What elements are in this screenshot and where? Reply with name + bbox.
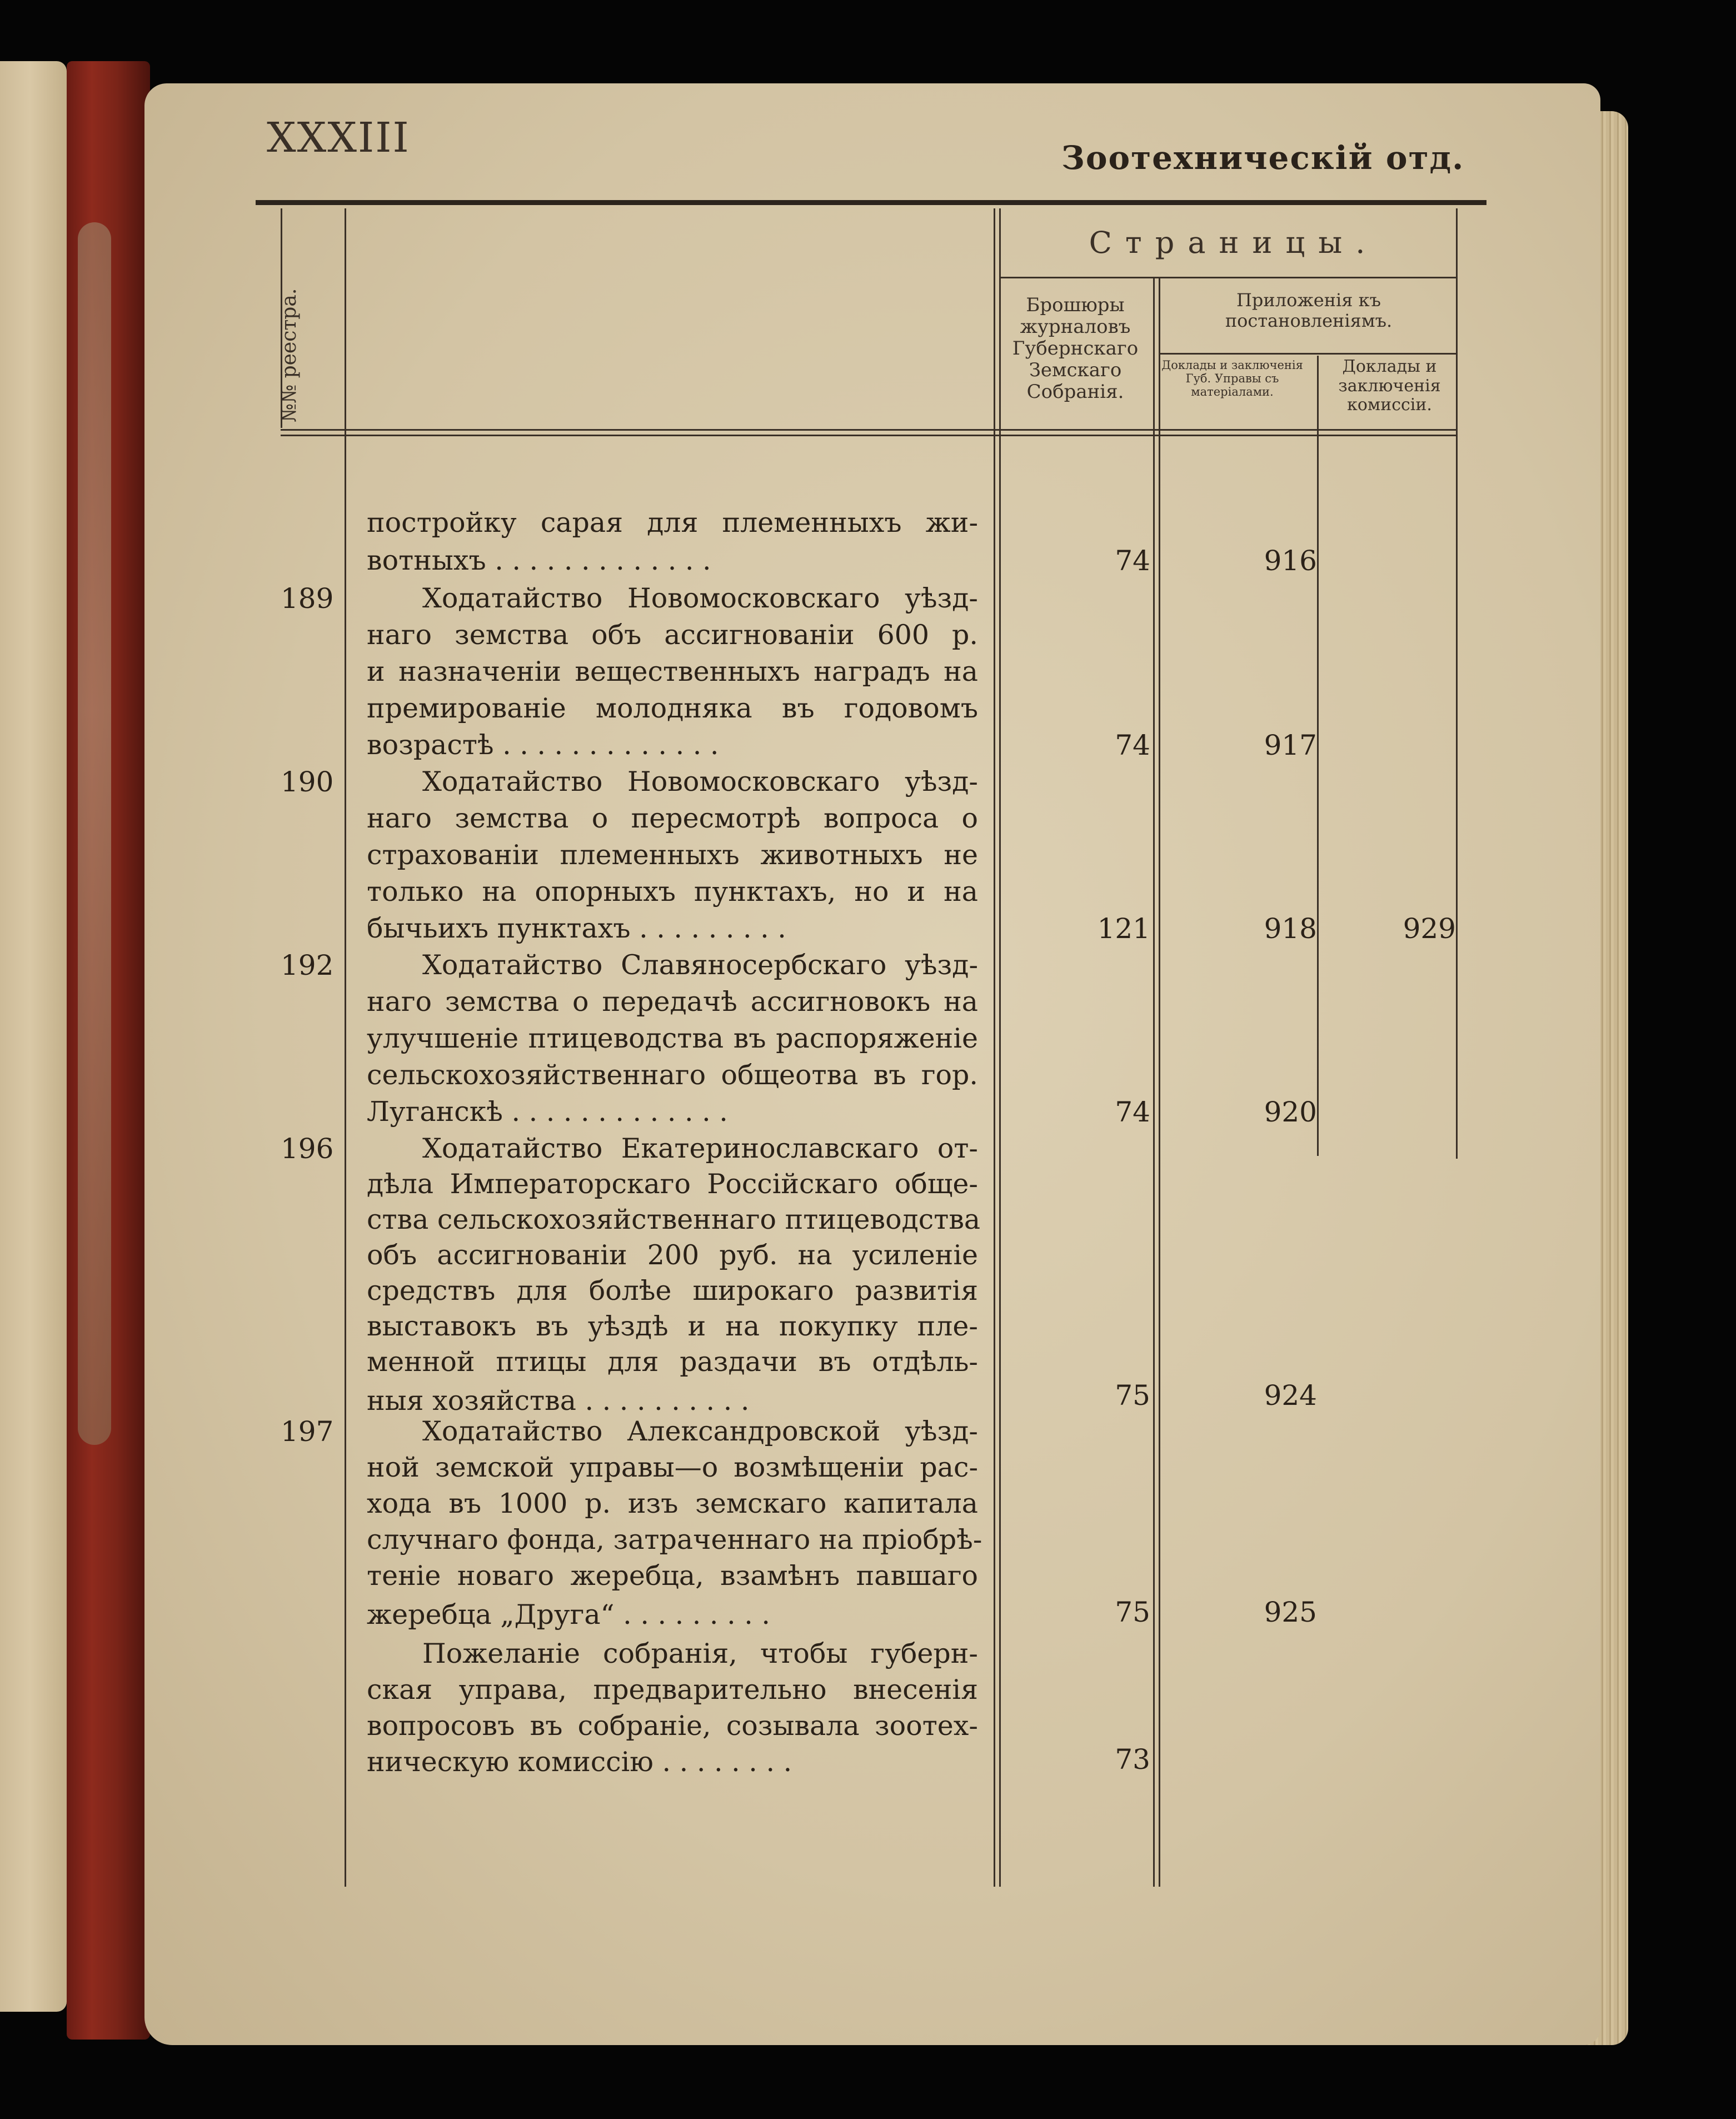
table-row-text-line: наго земства о пересмотрѣ вопроса о (367, 802, 978, 834)
header-bottom-rule (281, 429, 1456, 431)
table-row-text-line: страхованіи племенныхъ животныхъ не (367, 839, 978, 871)
section-title: Зоотехническій отд. (1061, 139, 1465, 177)
commission-reports-header: Доклады и заключенія комиссіи. (1338, 357, 1441, 415)
table-row-text-line: ныя хозяйства . . . . . . . . . . (367, 1385, 750, 1417)
table-row-text-line: объ ассигнованіи 200 руб. на усиленіе (367, 1239, 978, 1271)
table-row-text-line: ной земской управы—о возмѣщеніи рас- (367, 1452, 978, 1483)
board-report-page: 917 (1264, 729, 1317, 761)
brochure-page: 73 (1115, 1743, 1150, 1776)
table-border-right (1456, 208, 1458, 1159)
board-report-page: 924 (1264, 1379, 1317, 1412)
text-column-divider-2 (999, 208, 1001, 1887)
table-row-text-line: и назначеніи вещественныхъ наградъ на (367, 656, 978, 687)
table-row-text-line: постройку сарая для племенныхъ жи- (367, 507, 978, 539)
registry-number: 190 (281, 766, 334, 798)
appendices-header: Приложенія къ постановленіямъ. (1225, 290, 1393, 331)
spine-wear (78, 222, 111, 1445)
table-row-text-line: выставокъ въ уѣздѣ и на покупку пле- (367, 1310, 978, 1342)
table-row-text-line: Ходатайство Славяносербскаго уѣзд- (422, 949, 978, 981)
table-row-text-line: случнаго фонда, затраченнаго на пріобрѣ- (367, 1524, 982, 1555)
table-row-text-line: Ходатайство Новомосковскаго уѣзд- (422, 766, 978, 797)
table-row-text-line: улучшеніе птицеводства въ распоряженіе (367, 1023, 978, 1054)
table-row-text-line: менной птицы для раздачи въ отдѣль- (367, 1346, 978, 1378)
registry-number: 196 (281, 1133, 334, 1165)
table-row-text-line: жеребца „Друга“ . . . . . . . . . (367, 1599, 770, 1631)
registry-column-divider (345, 208, 346, 1887)
brochure-page: 75 (1115, 1379, 1150, 1412)
table-row-text-line: ства сельскохозяйственнаго птицеводства (367, 1204, 981, 1235)
table-row-text-line: наго земства объ ассигнованіи 600 р. (367, 619, 978, 651)
table-row-text-line: хода въ 1000 р. изъ земскаго капитала (367, 1488, 978, 1519)
board-report-page: 920 (1264, 1096, 1317, 1128)
table-row-text-line: Ходатайство Новомосковскаго уѣзд- (422, 582, 978, 614)
board-reports-header: Доклады и заключенія Губ. Управы съ матеріалами. (1161, 358, 1303, 399)
board-report-page: 925 (1264, 1596, 1317, 1628)
table-row-text-line: вопросовъ въ собраніе, созывала зоотех- (367, 1710, 978, 1742)
board-report-page: 916 (1264, 545, 1317, 577)
registry-number: 192 (281, 949, 334, 981)
appendix-header-underline (1159, 353, 1456, 355)
registry-number: 197 (281, 1415, 334, 1448)
board-column-divider (1317, 356, 1319, 1156)
registry-column-header: №№ реестра. (278, 288, 301, 422)
brochure-page: 121 (1097, 913, 1150, 945)
table-row-text-line: сельскохозяйственнаго общеотва въ гор. (367, 1059, 978, 1091)
table-row-text-line: Ходатайство Александровской уѣзд- (422, 1415, 978, 1447)
page-numeral: XXXIII (267, 114, 410, 162)
table-row-text-line: вотныхъ . . . . . . . . . . . . . (367, 545, 711, 576)
brochure-page: 75 (1115, 1596, 1150, 1628)
brochure-column-divider-2 (1159, 278, 1160, 1887)
table-row-text-line: ническую комиссію . . . . . . . . (367, 1746, 792, 1778)
table-row-text-line: Ходатайство Екатеринославскаго от- (422, 1133, 978, 1164)
header-bottom-rule-2 (281, 435, 1456, 436)
table-row-text-line: теніе новаго жеребца, взамѣнъ павшаго (367, 1560, 978, 1592)
brochure-column-divider (1153, 278, 1155, 1887)
top-rule (256, 200, 1486, 205)
table-row-text-line: премированіе молодняка въ годовомъ (367, 692, 978, 724)
table-row-text-line: средствъ для болѣе широкаго развитія (367, 1275, 978, 1307)
table-row-text-line: Пожеланіе собранія, чтобы губерн- (422, 1638, 978, 1669)
commission-report-page: 929 (1403, 913, 1456, 945)
table-row-text-line: бычьихъ пунктахъ . . . . . . . . . (367, 913, 786, 944)
brochure-page: 74 (1115, 729, 1150, 761)
table-row-text-line: возрастѣ . . . . . . . . . . . . . (367, 729, 719, 761)
table-row-text-line: Луганскѣ . . . . . . . . . . . . . (367, 1096, 728, 1128)
registry-number: 189 (281, 582, 334, 615)
left-facing-page (0, 61, 67, 2012)
board-report-page: 918 (1264, 913, 1317, 945)
text-column-divider (994, 208, 995, 1887)
pages-header-underline (999, 277, 1456, 278)
brochure-page: 74 (1115, 1096, 1150, 1128)
table-row-text-line: наго земства о передачѣ ассигновокъ на (367, 986, 978, 1018)
brochures-header: Брошюры журналовъ Губернскаго Земскаго Собранія. (1012, 294, 1139, 403)
table-row-text-line: дѣла Императорскаго Россійскаго обще- (367, 1168, 978, 1200)
table-row-text-line: ская управа, предварительно внесенія (367, 1674, 978, 1706)
pages-header: Страницы. (1089, 225, 1379, 260)
brochure-page: 74 (1115, 545, 1150, 577)
table-row-text-line: только на опорныхъ пунктахъ, но и на (367, 876, 978, 908)
